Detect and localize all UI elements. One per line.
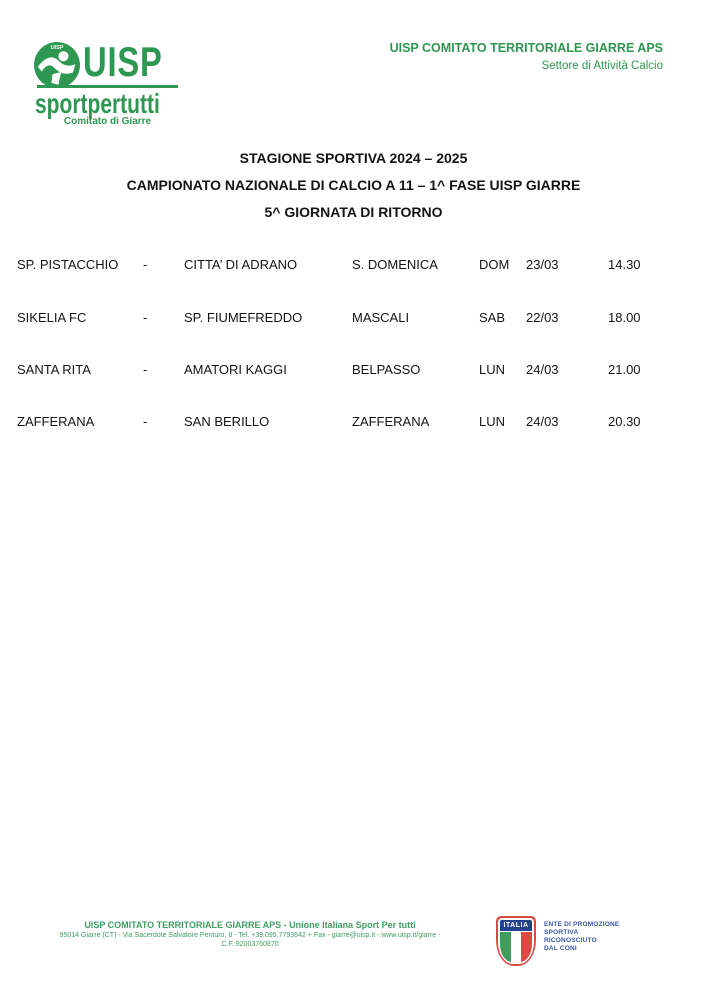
venue: BELPASSO: [352, 362, 421, 377]
italia-shield-icon: [496, 916, 536, 966]
match-date: 24/03: [526, 362, 559, 377]
match-date: 23/03: [526, 257, 559, 272]
venue: S. DOMENICA: [352, 257, 438, 272]
logo-committee: Comitato di Giarre: [63, 116, 152, 127]
italia-shield-label: ITALIA: [500, 920, 532, 931]
championship-title: CAMPIONATO NAZIONALE DI CALCIO A 11 – 1^ FASE UISP GIARRE: [126, 177, 581, 193]
away-team: CITTA’ DI ADRANO: [184, 257, 298, 272]
match-row: [0, 362, 707, 378]
uisp-emblem-text: UISP: [50, 44, 64, 51]
kickoff-time: 21.00: [608, 362, 641, 377]
away-team: AMATORI KAGGI: [184, 362, 287, 377]
uisp-wordmark: UISP: [83, 38, 163, 85]
coni-caption: ENTE DI PROMOZIONE SPORTIVA RICONOSCIUTO DAL CONI: [544, 921, 620, 952]
away-team: SP. FIUMEFREDDO: [184, 310, 303, 325]
coni-recognition-block: [496, 916, 619, 966]
home-team: ZAFFERANA: [17, 414, 95, 429]
kickoff-time: 14.30: [608, 257, 641, 272]
coni-label: CONI: [559, 945, 577, 952]
match-row: [0, 414, 707, 430]
uisp-emblem-icon: [34, 42, 80, 88]
vs-separator: -: [143, 362, 148, 377]
matchday-title: 5^ GIORNATA DI RITORNO: [264, 204, 443, 220]
match-row: [0, 310, 707, 326]
org-department: Settore di Attività Calcio: [541, 60, 663, 72]
weekday: LUN: [479, 414, 506, 429]
kickoff-time: 20.30: [608, 414, 641, 429]
vs-separator: -: [143, 414, 148, 429]
weekday: LUN: [479, 362, 506, 377]
match-row: [0, 257, 707, 273]
vs-separator: -: [143, 310, 148, 325]
away-team: SAN BERILLO: [184, 414, 270, 429]
home-team: SANTA RITA: [17, 362, 91, 377]
venue: MASCALI: [352, 310, 410, 325]
footer-address-block: [38, 919, 462, 949]
home-team: SIKELIA FC: [17, 310, 87, 325]
kickoff-time: 18.00: [608, 310, 641, 325]
match-date: 24/03: [526, 414, 559, 429]
match-date: 22/03: [526, 310, 559, 325]
season-title: STAGIONE SPORTIVA 2024 – 2025: [239, 150, 468, 166]
vs-separator: -: [143, 257, 148, 272]
weekday: DOM: [479, 257, 510, 272]
weekday: SAB: [479, 310, 506, 325]
footer-fiscal-code: C.F.:92003760870: [221, 941, 279, 948]
italy-flag-icon: [500, 932, 532, 962]
footer-org-line: UISP COMITATO TERRITORIALE GIARRE APS - Unione Italiana Sport Per tutti: [84, 920, 416, 930]
logo-tagline: sportpertutti: [35, 88, 160, 119]
org-name: UISP COMITATO TERRITORIALE GIARRE APS: [389, 41, 663, 55]
venue: ZAFFERANA: [352, 414, 430, 429]
footer-address-line: 95014 Giarre (CT) - Via Sacerdote Salvatore Penturo, 8 - Tel. +39.095.7793642 + Fax - giarre@uisp.it - www.uisp.it/giarre -: [59, 932, 441, 939]
home-team: SP. PISTACCHIO: [17, 257, 119, 272]
